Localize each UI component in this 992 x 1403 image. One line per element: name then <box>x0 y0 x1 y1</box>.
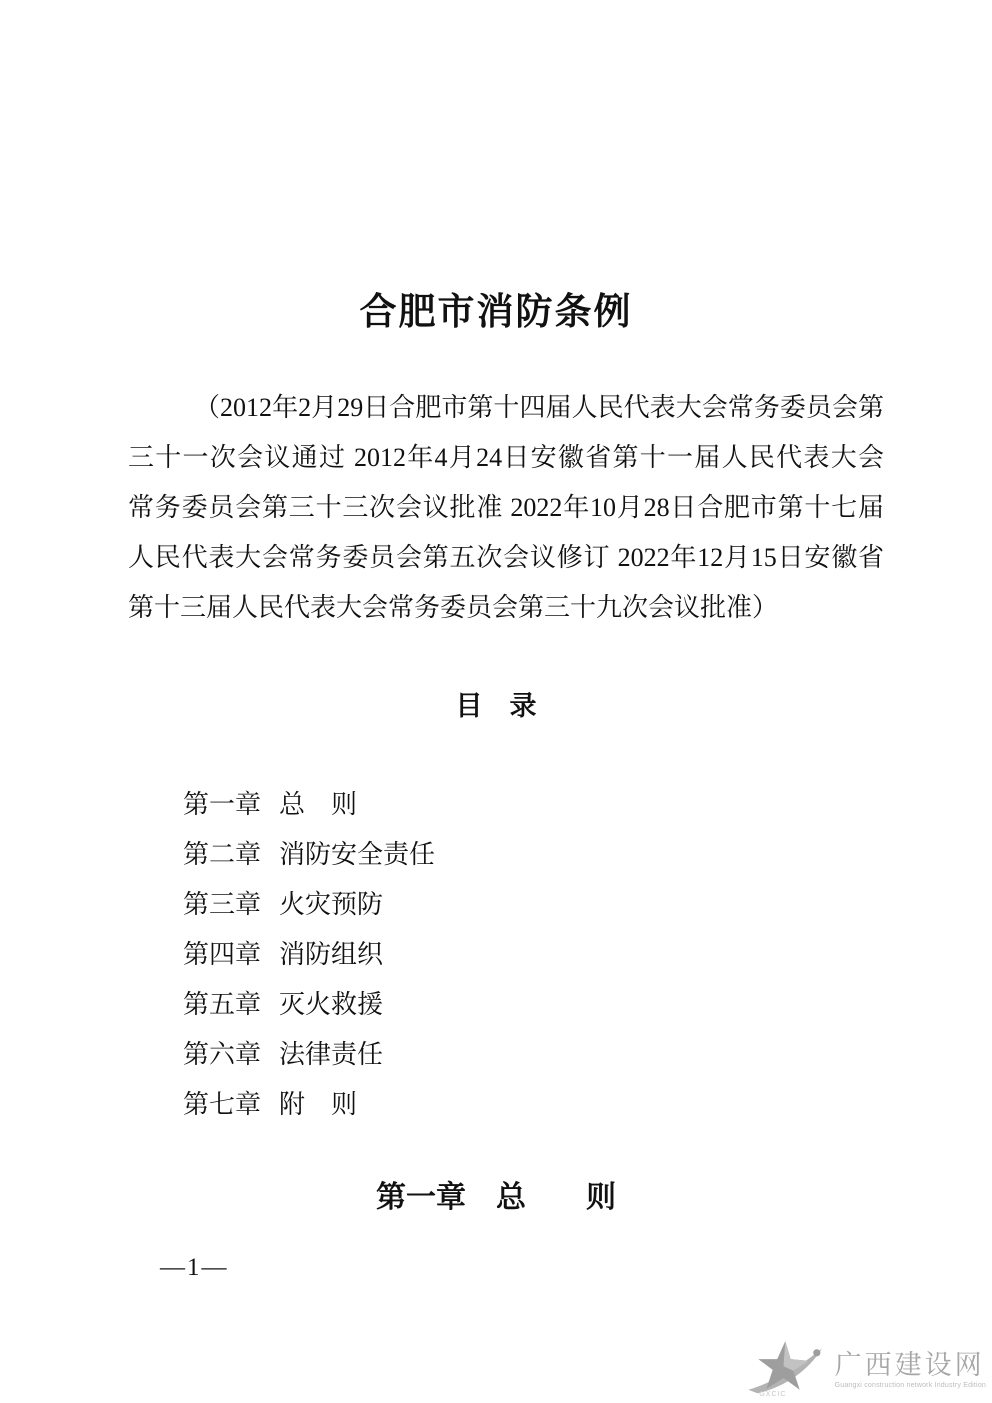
document-title: 合肥市消防条例 <box>359 290 633 332</box>
watermark-text <box>835 1350 986 1389</box>
toc-item-chapter-4 <box>183 929 435 979</box>
toc-chapter-number: 第四章 <box>183 939 262 969</box>
page-number: —1— <box>160 1254 229 1281</box>
toc-chapter-number: 第一章 <box>183 789 262 819</box>
toc-item-chapter-1 <box>183 779 435 829</box>
toc-chapter-title: 火灾预防 <box>279 889 384 919</box>
toc-chapter-title: 消防安全责任 <box>279 839 436 869</box>
toc-heading: 目 录 <box>455 691 537 721</box>
toc-item-chapter-5 <box>183 979 435 1029</box>
toc-chapter-title: 总 则 <box>279 789 358 819</box>
toc-item-chapter-3 <box>183 879 435 929</box>
watermark-name: 广西建设网 <box>834 1349 985 1380</box>
preamble-line: 三十一次会议通过 2012年4月24日安徽省第十一届人民代表大会 <box>128 443 884 472</box>
toc-chapter-number: 第三章 <box>183 889 262 919</box>
watermark <box>743 1339 986 1399</box>
toc-chapter-number: 第二章 <box>183 839 262 869</box>
toc-chapter-title: 附 则 <box>279 1089 358 1119</box>
toc-item-chapter-6 <box>183 1029 435 1079</box>
preamble-line: 常务委员会第三十三次会议批准 2022年10月28日合肥市第十七届 <box>128 493 884 522</box>
preamble <box>128 383 884 633</box>
toc-chapter-number: 第七章 <box>183 1089 262 1119</box>
toc-chapter-title: 灭火救援 <box>279 989 384 1019</box>
preamble-line: （2012年2月29日合肥市第十四届人民代表大会常务委员会第 <box>194 393 884 422</box>
toc-item-chapter-2 <box>183 829 435 879</box>
svg-text:GXCIC: GXCIC <box>758 1389 787 1398</box>
preamble-line: 第十三届人民代表大会常务委员会第三十九次会议批准） <box>128 593 779 622</box>
chapter-1-heading: 第一章 总 则 <box>376 1181 616 1214</box>
toc-chapter-title: 法律责任 <box>279 1039 384 1069</box>
watermark-subtitle: Guangxi construction network Industry Edition <box>834 1381 986 1389</box>
toc-chapter-number: 第五章 <box>183 989 262 1019</box>
preamble-line: 人民代表大会常务委员会第五次会议修订 2022年12月15日安徽省 <box>128 543 884 572</box>
toc-list <box>183 779 435 1129</box>
toc-item-chapter-7 <box>183 1079 435 1129</box>
toc-chapter-number: 第六章 <box>183 1039 262 1069</box>
star-swoosh-icon <box>743 1339 833 1399</box>
toc-chapter-title: 消防组织 <box>279 939 384 969</box>
